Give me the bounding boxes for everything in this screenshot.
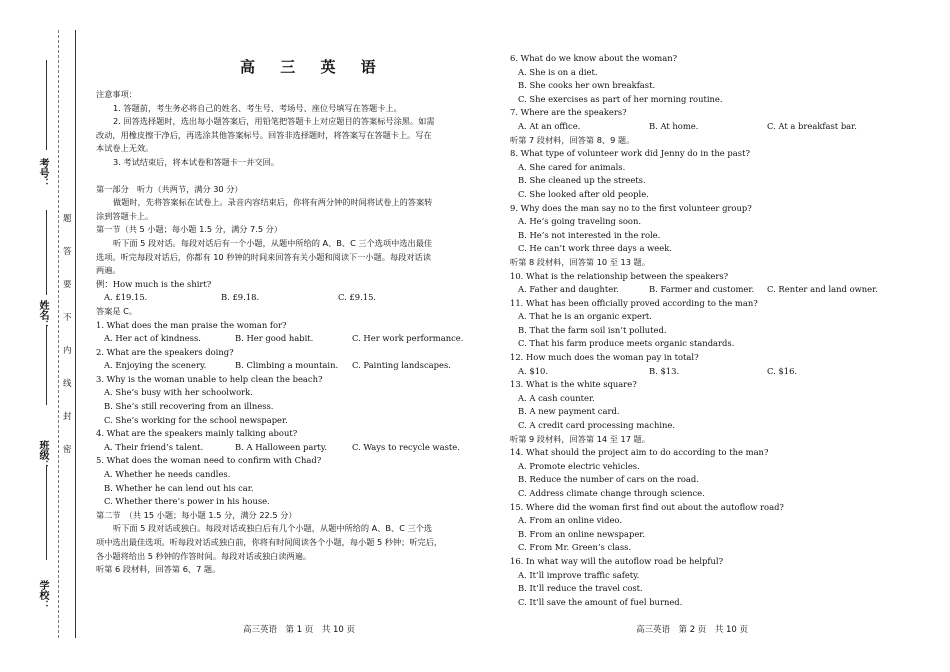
section2-intro: 各小题将给出 5 秒钟的作答时间。每段对话或独白读两遍。 [96, 550, 312, 561]
option: C. Ways to recycle waste. [352, 441, 460, 452]
option: B. He’s not interested in the role. [518, 229, 661, 240]
question-text: 10. What is the relationship between the speakers? [510, 270, 729, 281]
question-text: 5. What does the woman need to confirm with Chad? [96, 455, 322, 466]
section1-heading: 第一节（共 5 小题；每小题 1.5 分，满分 7.5 分） [96, 224, 283, 235]
question-text: 3. Why is the woman unable to help clean the beach? [96, 373, 323, 384]
question-text: 12. How much does the woman pay in total? [510, 352, 699, 363]
option: C. He can’t work three days a week. [518, 243, 672, 254]
option: C. $16. [767, 365, 798, 376]
seal-char: 线 [63, 379, 72, 389]
option: A. It’ll improve traffic safety. [518, 569, 640, 580]
question-text: 16. In what way will the autoflow road be helpful? [510, 555, 724, 566]
option: C. Address climate change through science. [518, 488, 705, 498]
question-text: 13. What is the white square? [510, 379, 637, 390]
notice-heading: 注意事项： [96, 89, 137, 99]
seal-char: 不 [63, 313, 72, 323]
option: A. She is on a diet. [518, 66, 598, 77]
section2-heading: 第二节 （共 15 小题；每小题 1.5 分，满分 22.5 分） [96, 509, 297, 520]
option: A. A cash counter. [518, 392, 595, 403]
left-column [96, 88, 491, 577]
class-label: 班级： [37, 440, 48, 470]
option-row [96, 441, 491, 455]
part1-intro: 涂到答题卡上。 [96, 210, 154, 221]
section1-intro: 听下面 5 段对话。每段对话后有一个小题，从题中所给的 A、B、C 三个选项中选出最佳 [113, 237, 433, 248]
option: B. She cooks her own breakfast. [518, 80, 656, 91]
section2-intro: 项中选出最佳选项。听每段对话或独白前，你将有时间阅读各个小题，每小题 5 秒钟；听完后， [96, 537, 443, 547]
option: C. A credit card processing machine. [518, 420, 676, 431]
option: B. Climbing a mountain. [235, 360, 339, 371]
seal-char: 要 [63, 280, 72, 290]
seal-char: 内 [63, 346, 72, 356]
material-heading: 听第 6 段材料，回答第 6、7 题。 [96, 564, 221, 575]
option: A. Father and daughter. [518, 284, 619, 295]
option: B. Whether he can lend out his car. [104, 482, 254, 493]
option: B. From an online newspaper. [518, 528, 646, 539]
option: A. Her act of kindness. [104, 333, 201, 344]
option: C. She’s working for the school newspaper. [104, 414, 288, 425]
option: C. £9.15. [338, 292, 377, 303]
option: A. Their friend’s talent. [104, 441, 204, 452]
margin-solid-line [75, 30, 76, 638]
option: B. Farmer and customer. [649, 284, 755, 295]
seal-char: 答 [63, 247, 72, 257]
option: B. $13. [649, 365, 680, 376]
section1-intro: 选项。听完每段对话后，你都有 10 秒钟的时间来回答有关小题和阅读下一小题。每段对话读 [96, 251, 431, 262]
name-underline [46, 210, 47, 295]
notice-line: 1. 答题前，考生务必将自己的姓名、考生号、考场号、座位号填写在答题卡上。 [113, 102, 402, 113]
question-text: 2. What are the speakers doing? [96, 346, 234, 357]
notice-line: 2. 回答选择题时，选出每小题答案后，用铅笔把答题卡上对应题目的答案标号涂黑。如需 [113, 116, 435, 127]
option: B. It’ll reduce the travel cost. [518, 583, 643, 594]
option-row [510, 283, 930, 297]
section1-intro: 两遍。 [96, 265, 121, 276]
option: B. At home. [649, 120, 699, 131]
option: A. £19.15. [104, 292, 148, 303]
question-text: 11. What has been officially proved according to the man? [510, 297, 758, 308]
notice-line: 本试卷上无效。 [96, 143, 154, 154]
option: C. It’ll save the amount of fuel burned. [518, 596, 683, 607]
name-underline-2 [46, 325, 47, 405]
option: A. Enjoying the scenery. [104, 360, 207, 371]
question-text: 4. What are the speakers mainly talking about? [96, 428, 298, 439]
page-title: 高 三 英 语 [240, 58, 386, 76]
option: A. $10. [518, 365, 549, 376]
question-text: 6. What do we know about the woman? [510, 53, 678, 63]
option: A. Promote electric vehicles. [518, 460, 640, 471]
option: A. From an online video. [518, 515, 622, 526]
option: B. Her good habit. [235, 333, 314, 344]
seal-char: 题 [63, 214, 72, 224]
school-label: 学校： [37, 580, 48, 610]
option: A. She cared for animals. [518, 161, 626, 172]
exam-number-underline [46, 60, 47, 150]
material-heading: 听第 7 段材料，回答第 8、9 题。 [510, 134, 635, 145]
option: A. She’s busy with her schoolwork. [104, 387, 253, 398]
option: C. That his farm produce meets organic standards. [518, 338, 735, 349]
material-heading: 听第 8 段材料，回答第 10 至 13 题。 [510, 256, 650, 267]
class-underline [46, 465, 47, 560]
notice-line: 改动，用橡皮擦干净后，再选涂其他答案标号。回答非选择题时，将答案写在答题卡上。写在 [96, 129, 432, 140]
option: B. £9.18. [221, 292, 260, 303]
option-row [510, 365, 930, 379]
page-footer-right: 高三英语 第 2 页 共 10 页 [636, 625, 749, 635]
option: B. That the farm soil isn’t polluted. [518, 324, 667, 335]
option: C. Painting landscapes. [352, 360, 451, 371]
part1-heading: 第一部分 听力（共两节，满分 30 分） [96, 183, 243, 194]
left-questions [96, 319, 491, 509]
option: C. From Mr. Green’s class. [518, 542, 632, 553]
option: A. That he is an organic expert. [518, 311, 652, 322]
page-footer-left: 高三英语 第 1 页 共 10 页 [243, 625, 356, 635]
notice-line: 3. 考试结束后，将本试卷和答题卡一并交回。 [113, 156, 279, 167]
part1-intro: 做题时，先将答案标在试卷上。录音内容结束后，你将有两分钟的时间将试卷上的答案转 [113, 197, 433, 208]
option: C. At a breakfast bar. [767, 120, 857, 131]
option-row [510, 120, 930, 134]
right-column [510, 52, 930, 609]
question-text: 15. Where did the woman first find out about the autoflow road? [510, 501, 784, 512]
option: B. Reduce the number of cars on the road. [518, 474, 699, 485]
option: B. She’s still recovering from an illness. [104, 401, 274, 412]
option: C. Renter and land owner. [767, 284, 878, 295]
material-heading: 听第 9 段材料，回答第 14 至 17 题。 [510, 433, 650, 444]
option: A. Whether he needs candles. [104, 469, 231, 480]
question-text: 14. What should the project aim to do according to the man? [510, 447, 769, 458]
option: B. A Halloween party. [235, 441, 328, 452]
section2-intro: 听下面 5 段对话或独白。每段对话或独白后有几个小题，从题中所给的 A、B、C 三个选 [113, 523, 433, 534]
question-text: 1. What does the man praise the woman for? [96, 319, 287, 330]
example-question: 例：How much is the shirt? [96, 278, 212, 289]
option: A. He’s going traveling soon. [518, 216, 642, 227]
option: B. She cleaned up the streets. [518, 175, 646, 186]
example-answer: 答案是 C。 [96, 305, 138, 316]
seal-char: 封 [63, 412, 72, 422]
option-row [96, 359, 491, 373]
question-text: 9. Why does the man say no to the first volunteer group? [510, 202, 752, 213]
option: C. Her work performance. [352, 333, 464, 344]
option-row [96, 332, 491, 346]
seal-char: 密 [63, 445, 72, 455]
option: C. She exercises as part of her morning routine. [518, 93, 723, 104]
example-options [96, 291, 491, 305]
option: C. Whether there’s power in his house. [104, 496, 270, 507]
margin-dashed-line [58, 30, 59, 638]
question-text: 8. What type of volunteer work did Jenny do in the past? [510, 148, 750, 159]
name-label: 姓名： [37, 300, 48, 330]
option: A. At an office. [518, 120, 581, 131]
option: C. She looked after old people. [518, 188, 649, 199]
exam-number-label: 考号： [37, 158, 48, 188]
question-text: 7. Where are the speakers? [510, 107, 627, 118]
option: B. A new payment card. [518, 406, 620, 417]
